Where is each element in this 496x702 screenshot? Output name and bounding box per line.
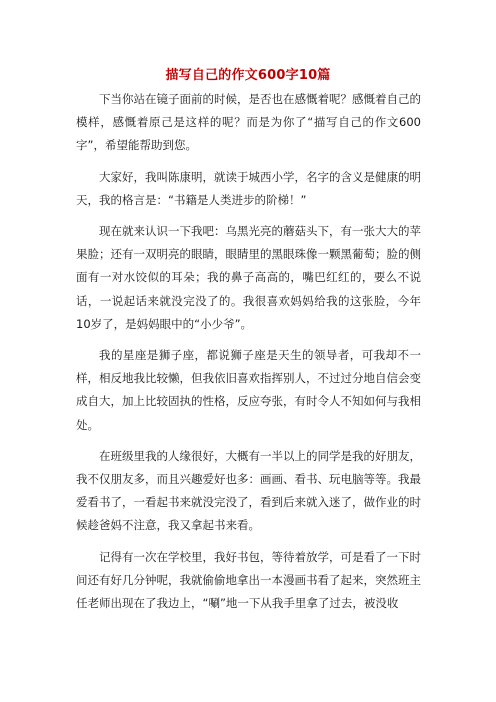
paragraph: 大家好，我叫陈康明，就读于城西小学，名字的含义是健康的明天，我的格言是：“书籍是人类进步的阶梯！” (76, 169, 421, 207)
document-title: 描写自己的作文600字10篇 (165, 68, 331, 83)
document-body (76, 88, 421, 623)
paragraph: 在班级里我的人缘很好，大概有一半以上的同学是我的好朋友，我不仅朋友多，而且兴趣爱好也多：画画、看书、玩电脑等等。我最爱看书了，一看起书来就没完没了，看到后来就入迷了，做作业的时候趁爸妈不注意，我又拿起书来看。 (76, 448, 421, 533)
paragraph: 记得有一次在学校里，我好书包，等待着放学，可是看了一下时间还有好几分钟呢，我就偷偷地拿出一本漫画书看了起来，突然班主任老师出现在了我边上，“唰”地一下从我手里拿了过去，被没收 (76, 549, 421, 611)
paragraph: 我的星座是狮子座，都说狮子座是天生的领导者，可我却不一样，相反地我比较懒，但我依旧喜欢指挥别人，不过过分地自信会变成自大，加上比较固执的性格，反应夸张，有时令人不知如何与我相处。 (76, 348, 421, 432)
paragraph: 下当你站在镜子面前的时候，是否也在感慨着呢？感慨着自己的模样，感慨着原己是这样的呢？而是为你了“描写自己的作文600字”，希望能帮助到您。 (76, 92, 421, 153)
paragraph: 现在就来认识一下我吧：乌黑光亮的蘑菇头下，有一张大大的苹果脸；还有一双明亮的眼睛，眼睛里的黑眼珠像一颗黑葡萄；脸的侧面有一对水饺似的耳朵；我的鼻子高高的，嘴巴红红的，要么不说话，一说起话来就没完没了的。我很喜欢妈妈给我的这张脸，今年10岁了，是妈妈眼中的“小少爷”。 (76, 224, 421, 331)
